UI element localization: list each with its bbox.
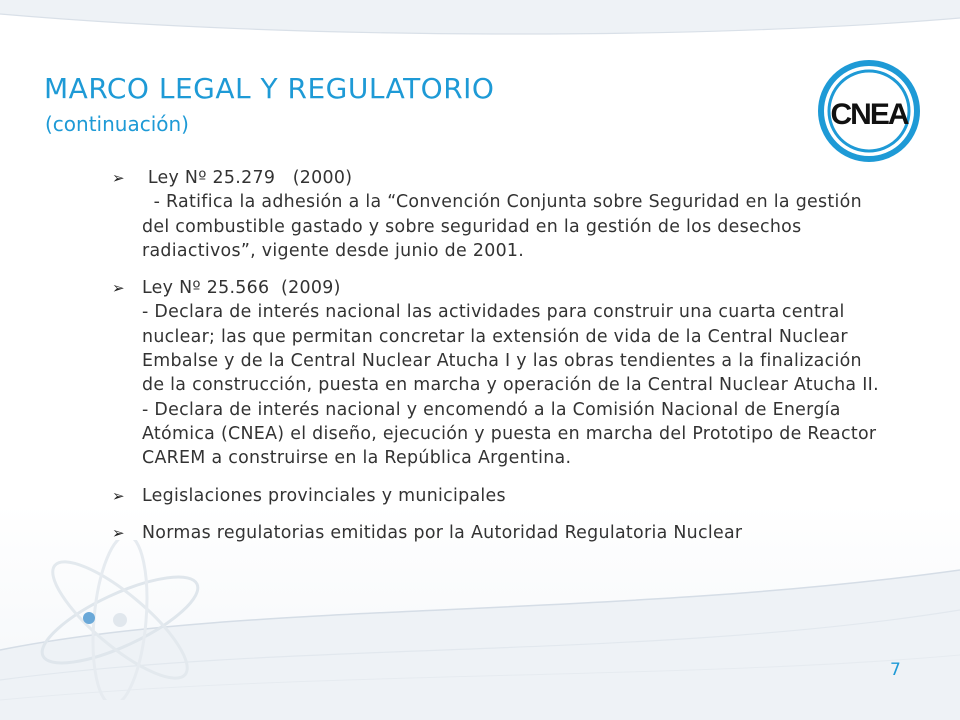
list-item-heading: Ley Nº 25.566 (2009) <box>142 278 341 299</box>
list-item <box>112 276 882 470</box>
logo-text: CNEA <box>830 98 908 131</box>
arrow-bullet-icon: ➢ <box>112 279 125 298</box>
arrow-bullet-icon: ➢ <box>112 486 125 505</box>
list-item-text: - Declara de interés nacional y encomendó a la Comisión Nacional de Energía Atómica (CNEA) el diseño, ejecución y puesta en marcha del Prototipo de Reactor CAREM a construirse en la República Argentina. <box>142 399 883 469</box>
list-item-heading: Normas regulatorias emitidas por la Autoridad Regulatoria Nuclear <box>142 522 743 543</box>
atom-watermark-icon <box>25 540 215 700</box>
slide-subtitle: (continuación) <box>45 112 189 136</box>
list-item <box>112 484 882 508</box>
slide-title: MARCO LEGAL Y REGULATORIO <box>44 72 495 105</box>
page-number: 7 <box>890 660 901 680</box>
list-item <box>112 166 882 263</box>
list-item <box>112 521 882 545</box>
list-item-heading: Legislaciones provinciales y municipales <box>142 485 506 506</box>
list-item-text: - Declara de interés nacional las actividades para construir una cuarta central nuclear; las que permitan concretar la extensión de vida de la Central Nuclear Embalse y de la Central Nuclear Atucha I y las obras tendientes a la finalización de la construcción, puesta en marcha y operación de la Central Nuclear Atucha II. <box>142 302 879 396</box>
cnea-logo <box>816 58 922 164</box>
list-item-text: - Ratifica la adhesión a la “Convención Conjunta sobre Seguridad en la gestión del combustible gastado y sobre seguridad en la gestión de los desechos radiactivos”, vigente desde junio de 2001. <box>142 192 868 261</box>
list-item-heading: Ley Nº 25.279 (2000) <box>142 168 353 188</box>
content-list <box>112 166 882 558</box>
top-swoosh-decoration <box>0 0 960 60</box>
arrow-bullet-icon: ➢ <box>112 523 125 542</box>
arrow-bullet-icon: ➢ <box>112 169 125 187</box>
